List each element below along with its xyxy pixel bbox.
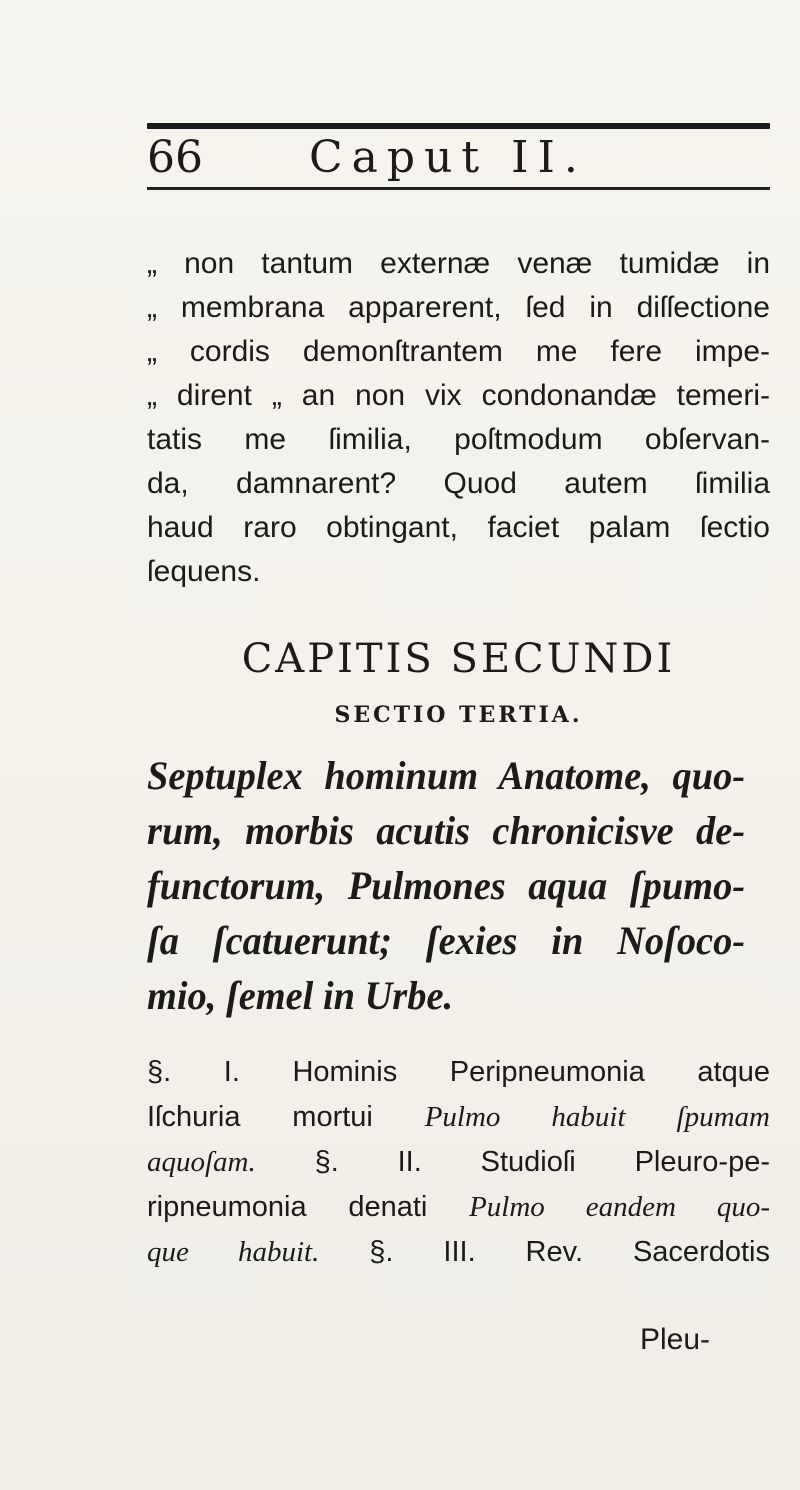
- summary-line: Septuplex hominum Anatome, quo-: [147, 753, 746, 798]
- paragraph-2: [147, 1050, 770, 1275]
- roman-span: §. I. Hominis Peripneumonia atque: [147, 1056, 770, 1088]
- text-line: „ dirent „ an non vix condonandæ temeri-: [147, 379, 770, 412]
- page-header: [147, 130, 770, 186]
- roman-span: §. II. Studioſi Pleuro-pe-: [255, 1146, 770, 1178]
- summary-line: ſa ſcatuerunt; ſexies in Noſoco-: [147, 918, 746, 963]
- text-line: [147, 1095, 770, 1140]
- catchword: Pleu-: [640, 1323, 711, 1356]
- section-subtitle: SECTIO TERTIA.: [334, 702, 583, 728]
- text-line: da, damnarent? Quod autem ſimilia: [147, 467, 770, 500]
- text-line: haud raro obtingant, faciet palam ſectio: [147, 511, 770, 544]
- text-line: ſequens.: [147, 555, 261, 588]
- roman-span: §. III. Rev. Sacerdotis: [319, 1236, 770, 1268]
- running-head: Caput II.: [309, 132, 587, 183]
- header-rule-bottom: [147, 187, 770, 190]
- summary-line: rum, morbis acutis chronicisve de-: [147, 808, 746, 853]
- roman-span: ripneumonia denati: [147, 1191, 470, 1223]
- text-line: tatis me ſimilia, poſtmodum obſervan-: [147, 423, 770, 456]
- summary-line: mio, ſemel in Urbe.: [147, 973, 454, 1018]
- italic-span: que habuit.: [147, 1236, 320, 1268]
- text-line: [147, 1140, 770, 1185]
- summary-line: functorum, Pulmones aqua ſpumo-: [147, 863, 746, 908]
- italic-span: aquoſam.: [147, 1146, 256, 1178]
- text-line: „ cordis demonſtrantem me fere impe-: [147, 335, 770, 368]
- italic-span: Pulmo eandem quo-: [469, 1191, 771, 1223]
- page-number: 66: [147, 132, 203, 183]
- paragraph-1: [147, 242, 770, 594]
- header-rule-top: [147, 123, 770, 129]
- text-line: [147, 1185, 770, 1230]
- section-summary: [147, 748, 770, 1023]
- text-line: [147, 1050, 770, 1095]
- roman-span: Iſchuria mortui: [147, 1101, 425, 1133]
- section-title: CAPITIS SECUNDI: [241, 636, 676, 682]
- text-line: „ non tantum externæ venæ tumidæ in: [147, 247, 770, 280]
- italic-span: Pulmo habuit ſpumam: [424, 1101, 770, 1133]
- text-line: „ membrana apparerent, ſed in diſſectione: [147, 291, 770, 324]
- text-line: [147, 1230, 770, 1275]
